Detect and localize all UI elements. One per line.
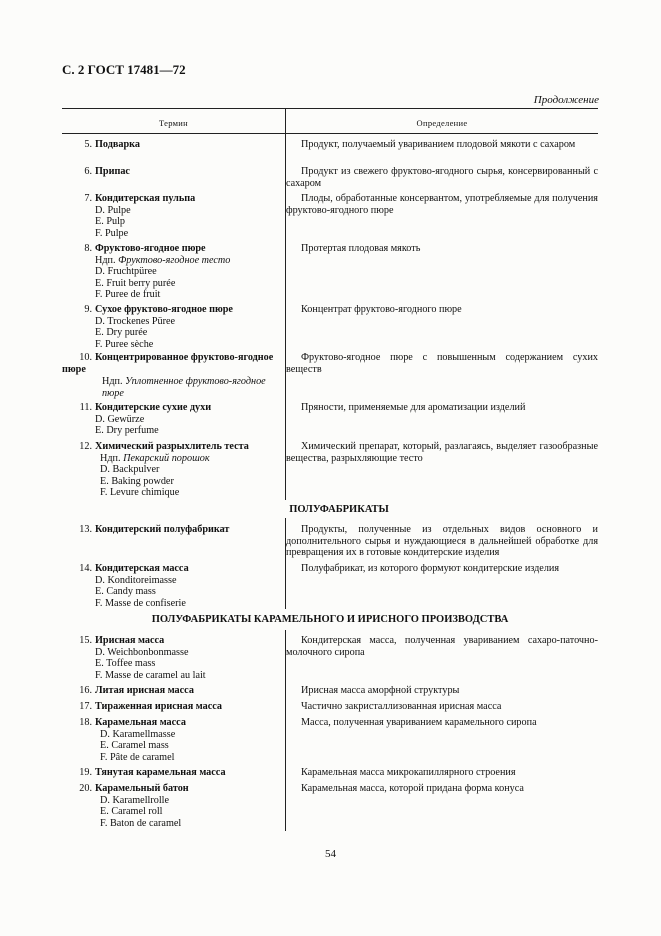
- term-name: Литая ирисная масса: [95, 685, 194, 696]
- entry-number: 11.: [79, 402, 92, 413]
- term-definition: Продукт, получаемый увариванием плодовой мякоти с сахаром: [301, 139, 576, 150]
- column-header-definition: Определение: [416, 118, 468, 128]
- term-name: Концентрированное фруктово-ягодное пюре: [62, 352, 274, 375]
- column-header-term: Термин: [158, 118, 189, 128]
- term-name: Подварка: [95, 139, 140, 150]
- foreign-equivalent: D. Fruchtpüree: [95, 266, 157, 278]
- foreign-equivalent: E. Dry purée: [95, 327, 148, 339]
- foreign-equivalent: E. Baking powder: [100, 475, 174, 487]
- entry-number: 9.: [84, 304, 92, 315]
- header-divider: [285, 108, 286, 133]
- ndp-label: Ндп.: [102, 376, 123, 388]
- foreign-equivalent: E. Caramel mass: [100, 740, 169, 752]
- term-definition: Продукты, полученные из отдельных видов основного и дополнительного сырья и нуждающиеся в дальнейшей обработке для превращения их в готовые кондитерские изделия: [286, 524, 598, 559]
- term-name: Кондитерские сухие духи: [95, 402, 212, 413]
- foreign-equivalent: E. Fruit berry purée: [95, 277, 176, 289]
- entry-number: 18.: [79, 717, 92, 728]
- foreign-equivalent: D. Konditoreimasse: [95, 574, 177, 586]
- foreign-equivalent: F. Puree sèche: [95, 338, 154, 350]
- foreign-equivalent: D. Karamellrolle: [100, 794, 170, 806]
- term-definition: Фруктово-ягодное пюре с повышенным содержанием сухих веществ: [286, 352, 598, 375]
- term-definition: Химический препарат, который, разлагаясь, выделяет газообразные вещества, разрыхляющие тесто: [286, 441, 598, 464]
- term-name: Кондитерская масса: [95, 563, 189, 574]
- deprecated-term: Фруктово-ягодное тесто: [118, 254, 231, 266]
- foreign-equivalent: F. Levure chimique: [100, 487, 180, 499]
- page-number: 54: [325, 848, 336, 860]
- entry-number: 8.: [84, 243, 92, 254]
- term-definition: Ирисная масса аморфной структуры: [301, 685, 460, 696]
- term-definition: Кондитерская масса, полученная увариванием сахаро-паточно-молочного сиропа: [286, 635, 598, 658]
- entry-number: 5.: [84, 139, 92, 150]
- term-name: Тираженная ирисная масса: [95, 701, 223, 712]
- term-definition: Плоды, обработанные консервантом, употребляемые для получения фруктово-ягодного пюре: [286, 193, 598, 216]
- foreign-equivalent: F. Masse de caramel au lait: [95, 669, 206, 681]
- continuation-label: Продолжение: [533, 94, 599, 106]
- entry-number: 7.: [84, 193, 92, 204]
- entry-number: 19.: [79, 767, 92, 778]
- term-definition: Концентрат фруктово-ягодного пюре: [301, 304, 462, 315]
- foreign-equivalent: F. Pulpe: [95, 227, 129, 239]
- deprecated-term: Уплотненное фруктово-ягодное пюре: [102, 376, 266, 399]
- ndp-label: Ндп.: [95, 254, 116, 266]
- foreign-equivalent: D. Trockenes Püree: [95, 315, 176, 327]
- entry-number: 13.: [79, 524, 92, 535]
- foreign-equivalent: F. Baton de caramel: [100, 817, 182, 829]
- term-name: Карамельная масса: [95, 717, 186, 728]
- section-heading: ПОЛУФАБРИКАТЫ: [289, 504, 389, 515]
- foreign-equivalent: F. Pâte de caramel: [100, 751, 175, 763]
- foreign-equivalent: E. Pulp: [95, 216, 126, 228]
- entry-number: 20.: [79, 783, 92, 794]
- term-definition: Частично закристаллизованная ирисная масса: [301, 701, 502, 712]
- foreign-equivalent: D. Gewürze: [95, 413, 145, 425]
- entry-number: 15.: [79, 635, 92, 646]
- entry-number: 17.: [79, 701, 92, 712]
- column-divider: [285, 630, 286, 831]
- term-definition: Продукт из свежего фруктово-ягодного сырья, консервированный с сахаром: [286, 166, 598, 189]
- foreign-equivalent: E. Caramel roll: [100, 806, 163, 818]
- foreign-equivalent: E. Toffee mass: [95, 658, 156, 670]
- section-heading: ПОЛУФАБРИКАТЫ КАРАМЕЛЬНОГО И ИРИСНОГО ПРОИЗВОДСТВА: [151, 614, 509, 625]
- entry-number: 14.: [79, 563, 92, 574]
- term-name: Кондитерская пульпа: [95, 193, 196, 204]
- entry-number: 12.: [79, 441, 92, 452]
- foreign-equivalent: F. Puree de fruit: [95, 289, 161, 301]
- term-definition: Карамельная масса микрокапиллярного строения: [301, 767, 516, 778]
- term-definition: Пряности, применяемые для ароматизации изделий: [301, 402, 526, 413]
- ndp-label: Ндп.: [100, 452, 121, 464]
- foreign-equivalent: F. Masse de confiserie: [95, 597, 186, 609]
- term-name: Химический разрыхлитель теста: [95, 441, 249, 452]
- term-name: Сухое фруктово-ягодное пюре: [95, 304, 233, 315]
- term-name: Тянутая карамельная масса: [95, 767, 226, 778]
- term-definition: Протертая плодовая мякоть: [301, 243, 421, 254]
- deprecated-term: Пекарский порошок: [123, 452, 210, 464]
- header-bottom-rule: [62, 133, 598, 134]
- entry-number: 6.: [84, 166, 92, 177]
- term-name: Припас: [95, 166, 130, 177]
- term-name: Ирисная масса: [95, 635, 165, 646]
- table-top-rule: [62, 108, 598, 109]
- foreign-equivalent: D. Pulpe: [95, 204, 131, 216]
- entry-number: 10.: [79, 352, 92, 363]
- entry-number: 16.: [79, 685, 92, 696]
- term-definition: Полуфабрикат, из которого формуют кондитерские изделия: [301, 563, 560, 574]
- term-definition: Масса, полученная увариванием карамельного сиропа: [301, 717, 537, 728]
- term-name: Кондитерский полуфабрикат: [95, 524, 230, 535]
- foreign-equivalent: D. Weichbonbonmasse: [95, 646, 189, 658]
- term-definition: Карамельная масса, которой придана форма конуса: [301, 783, 524, 794]
- foreign-equivalent: D. Karamellmasse: [100, 728, 176, 740]
- page-header: С. 2 ГОСТ 17481—72: [62, 62, 186, 77]
- foreign-equivalent: E. Candy mass: [95, 586, 156, 598]
- foreign-equivalent: E. Dry perfume: [95, 425, 159, 437]
- term-name: Фруктово-ягодное пюре: [95, 243, 206, 254]
- term-name: Карамельный батон: [95, 783, 189, 794]
- foreign-equivalent: D. Backpulver: [100, 464, 160, 476]
